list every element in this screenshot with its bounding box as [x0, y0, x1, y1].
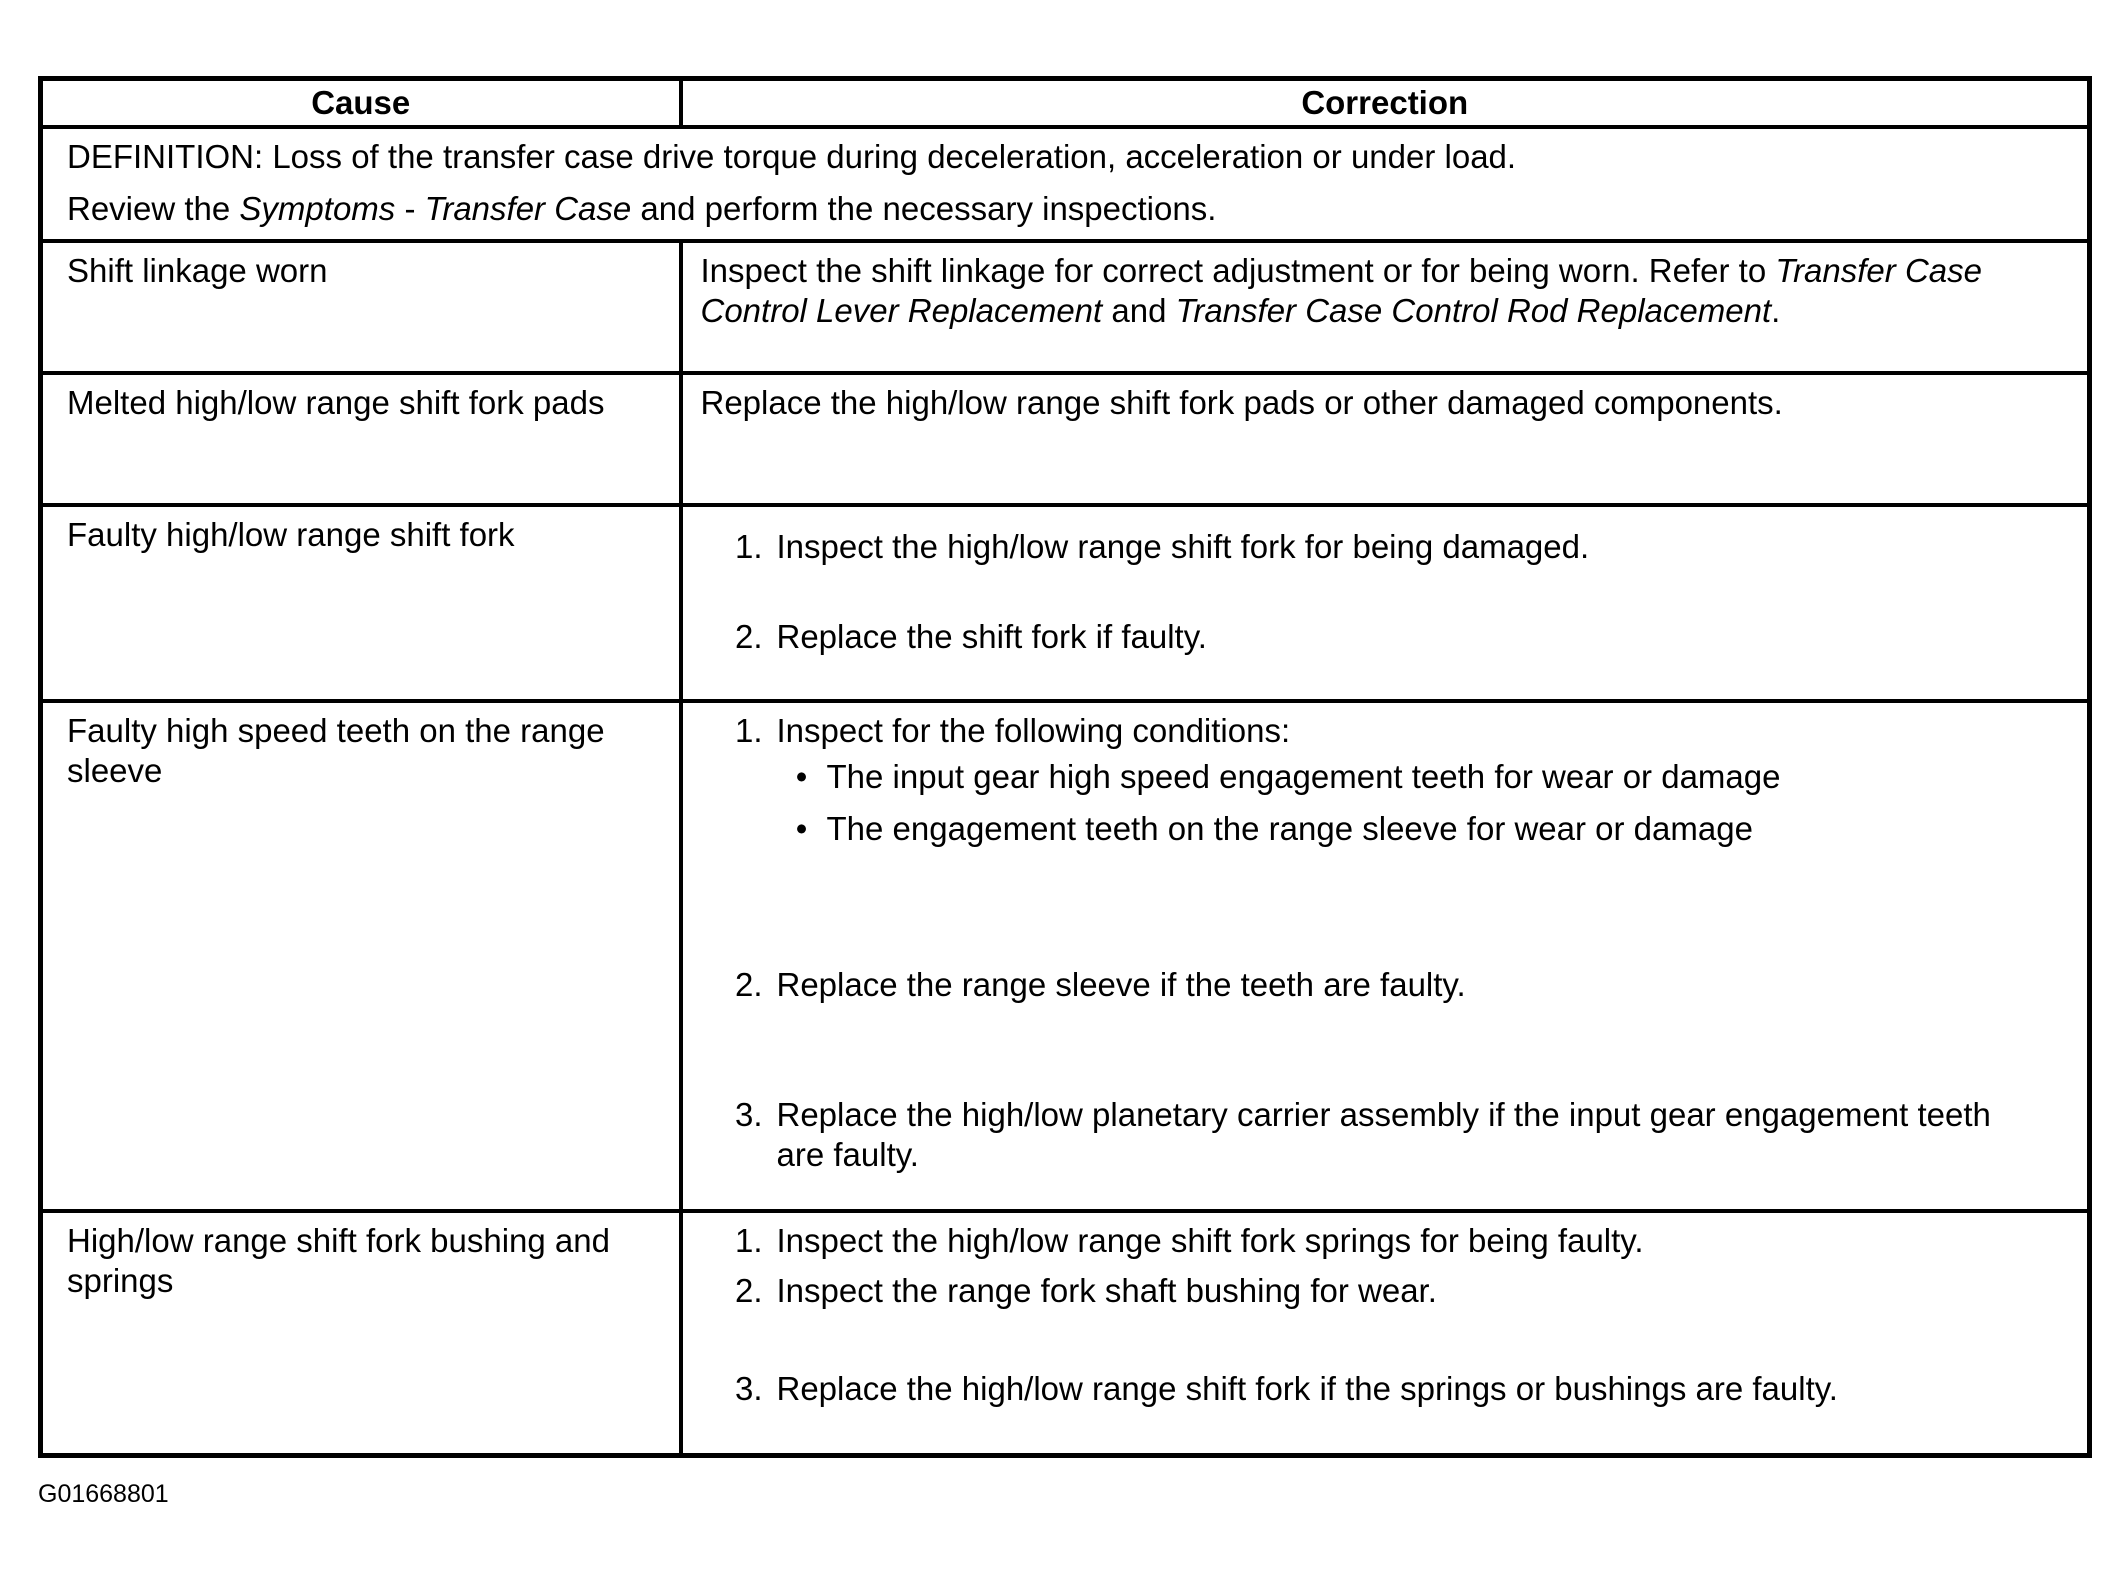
cause-header: Cause [41, 79, 681, 128]
step-item [683, 527, 2088, 567]
correction-cell [681, 505, 2090, 701]
step-item [683, 711, 2088, 751]
table-row [41, 701, 2090, 1211]
review-instruction [43, 183, 2087, 235]
figure-id-label: G01668801 [38, 1480, 169, 1508]
step-number: 1. [734, 1222, 763, 1259]
cause-text: Shift linkage worn [67, 252, 328, 289]
step-text: Replace the high/low range shift fork if the springs or bushings are faulty. [776, 1370, 1838, 1407]
cause-text: High/low range shift fork bushing and springs [67, 1222, 610, 1299]
table-row [41, 1211, 2090, 1456]
step-number: 2. [734, 966, 763, 1003]
definition-cell [41, 127, 2090, 241]
correction-cell [681, 373, 2090, 505]
step-number: 2. [734, 1272, 763, 1309]
correction-text-part: . [1771, 292, 1781, 329]
cause-text: Melted high/low range shift fork pads [67, 384, 605, 421]
correction-text: Replace the high/low range shift fork pads or other damaged components. [700, 384, 1783, 421]
bullet-text: The engagement teeth on the range sleeve for wear or damage [826, 810, 1753, 847]
step-text: Inspect the high/low range shift fork for being damaged. [776, 528, 1590, 565]
diagnostic-table [38, 76, 2092, 1458]
step-text: Replace the range sleeve if the teeth are faulty. [776, 966, 1466, 1003]
table-header-row [41, 79, 2090, 128]
cause-cell [41, 241, 681, 373]
step-item [683, 1271, 2088, 1311]
cause-text: Faulty high speed teeth on the range sleeve [67, 712, 605, 789]
step-text: Replace the high/low planetary carrier assembly if the input gear engagement teeth are faulty. [776, 1096, 1991, 1173]
review-separator: - [395, 190, 425, 227]
bullet-item [777, 803, 1781, 855]
bullet-dot: • [795, 758, 808, 795]
bullet-dot: • [795, 810, 808, 847]
bullet-item [777, 751, 1781, 803]
cause-cell [41, 1211, 681, 1456]
step-number: 1. [734, 712, 763, 749]
step-item [683, 965, 2088, 1005]
step-item [683, 617, 2088, 657]
step-text: Inspect the high/low range shift fork springs for being faulty. [776, 1222, 1644, 1259]
step-number: 1. [734, 528, 763, 565]
step-number: 2. [734, 618, 763, 655]
review-suffix: and perform the necessary inspections. [631, 190, 1217, 227]
steps-list [683, 1213, 2088, 1409]
correction-text-part: and [1102, 292, 1176, 329]
correction-cell [681, 1211, 2090, 1456]
correction-cell [681, 701, 2090, 1211]
bullet-text: The input gear high speed engagement teeth for wear or damage [826, 758, 1781, 795]
step-text: Replace the shift fork if faulty. [776, 618, 1207, 655]
step-text: Inspect for the following conditions: [776, 712, 1291, 749]
cause-cell [41, 373, 681, 505]
correction-header: Correction [681, 79, 2090, 128]
table-row [41, 373, 2090, 505]
transfer-case-reference: Transfer Case [424, 190, 632, 227]
table-row [41, 505, 2090, 701]
cause-cell [41, 505, 681, 701]
control-rod-reference: Transfer Case Control Rod Replacement [1175, 292, 1772, 329]
review-prefix: Review the [67, 190, 240, 227]
correction-cell [681, 241, 2090, 373]
cause-text: Faulty high/low range shift fork [67, 516, 515, 553]
definition-row [41, 127, 2090, 241]
symptoms-reference: Symptoms [239, 190, 396, 227]
step-number: 3. [734, 1370, 763, 1407]
step-number: 3. [734, 1096, 763, 1133]
step-text: Inspect the range fork shaft bushing for wear. [776, 1272, 1437, 1309]
correction-text [683, 243, 2088, 331]
cause-cell [41, 701, 681, 1211]
steps-list [683, 507, 2088, 657]
steps-list [683, 703, 2088, 1175]
correction-text-part: Inspect the shift linkage for correct adjustment or for being worn. Refer to [700, 252, 1776, 289]
step-item [683, 1369, 2088, 1409]
definition-text: DEFINITION: Loss of the transfer case drive torque during deceleration, acceleration or under load. [67, 138, 1517, 175]
step-item [683, 1095, 2088, 1175]
control-lever-reference: Transfer Case Control Lever Replacement [700, 252, 1982, 329]
step-item [683, 1221, 2088, 1261]
bullet-container [683, 751, 2088, 855]
bullet-list [777, 751, 1781, 855]
table-row [41, 241, 2090, 373]
